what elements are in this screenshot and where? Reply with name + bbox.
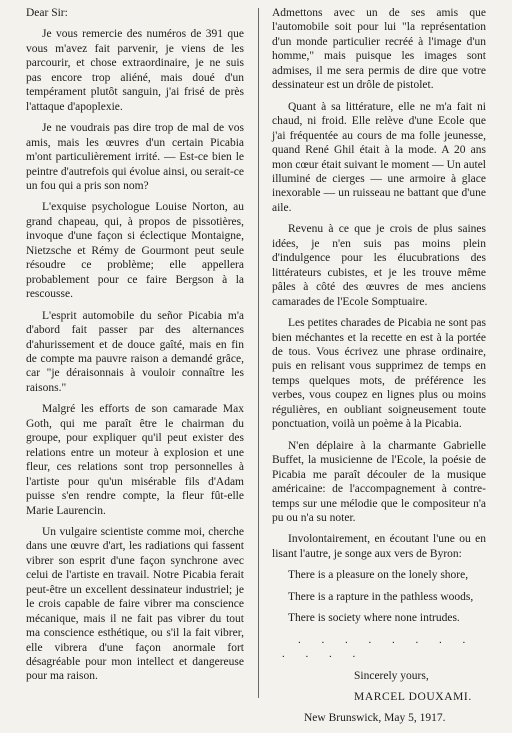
paragraph: Malgré les efforts de son camarade Max Goth, qui me paraît être le chairman du groupe, pour expliquer qu'il peut exister des relations entre un moteur à explosion et une fleur, ces relations sont trop personnelles à l'artiste pour qu'un misérable fils d'Adam puisse s'en rendre compte, la fleur fût-elle Marie Laurencin. bbox=[26, 403, 244, 517]
paragraph: Les petites charades de Picabia ne sont pas bien méchantes et la recette en est à la portée de tous. Vous écrivez une phrase ordinaire, puis en relisant vous supprimez de temps en temps quelques mots, de préférence les verbes, vous coupez en lignes plus ou moins régulières, en oubliant soigneusement toute ponctuation, voilà un poème à la Picabia. bbox=[272, 317, 486, 431]
ellipsis-dots: . . . . . . . . . . . . bbox=[282, 633, 475, 661]
paragraph: Involontairement, en écoutant l'une ou en lisant l'autre, je songe aux vers de Byron: bbox=[272, 533, 486, 560]
paragraph: Revenu à ce que je crois de plus saines idées, je n'en suis pas moins plein d'indulgence pour les élucubrations des littérateurs cubistes, et je les trouve même pâles à côté des œuvres de mes anciens camarades de l'Ecole Somptuaire. bbox=[272, 223, 486, 308]
verse-line: There is a rapture in the pathless woods, bbox=[288, 590, 474, 603]
paragraph-continuation: Admettons avec un de ses amis que l'automobile soit pour lui "la représentation d'un monde particulier recréé à l'image d'un homme," mais puisque les images sont admises, il me sera permis de dire que votre dessinateur est un drôle de pistolet. bbox=[272, 7, 486, 92]
column-divider bbox=[258, 8, 259, 698]
signature: MARCEL DOUXAMI. bbox=[354, 691, 472, 704]
verse-line: There is society where none intrudes. bbox=[288, 612, 460, 625]
closing: Sincerely yours, bbox=[354, 669, 429, 682]
paragraph: Un vulgaire scientiste comme moi, cherche dans une œuvre d'art, les radiations qui fassent vibrer son esprit d'une façon synchrone avec celui de l'artiste en travail. Notre Picabia ferait peut-être un excellent dessinateur industriel; je le crois capable de faire vibrer ma conscience mécanique, mais il ne fait pas vibrer du tout ma conscience esthétique, ou s'il la fait vibrer, elle vibrera d'une façon anormale fort désagréable pour mon intellect et dangereuse pour ma raison. bbox=[26, 525, 244, 683]
left-column bbox=[26, 6, 244, 691]
paragraph: L'esprit automobile du señor Picabia m'a d'abord fait passer par des alternances d'ahurissement et de douce gaîté, mais en fin de compte ma pauvre raison a demandé grâce, car "je déraisonnais à vouloir connaître les raisons." bbox=[26, 309, 244, 394]
paragraph: Quant à sa littérature, elle ne m'a fait ni chaud, ni froid. Elle relève d'une Ecole que j'ai fréquentée au cours de ma folle jeunesse, quand René Ghil était à la mode. A 20 ans mon cœur était suivant le moment — Un autel illuminé de cierges — une armoire à glace inexorable — un ruisseau ne battant que d'une aile. bbox=[272, 100, 486, 214]
paragraph: N'en déplaire à la charmante Gabrielle Buffet, la musicienne de l'Ecole, la poésie de Picabia me paraît découler de la musique américaine: de l'accompagnement à contre-temps sur une mélodie que le compositeur n'a pu ou n'a su noter. bbox=[272, 439, 486, 524]
verse-line: There is a pleasure on the lonely shore, bbox=[288, 569, 469, 582]
salutation: Dear Sir: bbox=[26, 7, 68, 19]
paragraph: Je ne voudrais pas dire trop de mal de vos amis, mais les œuvres d'un certain Picabia m'ont particulièrement irrité. — Est-ce bien le peintre d'autrefois qui évolue ainsi, ou serait-ce un fou qui a pris son nom? bbox=[26, 122, 244, 192]
place-date: New Brunswick, May 5, 1917. bbox=[304, 712, 446, 725]
right-column bbox=[272, 6, 486, 733]
paragraph: Je vous remercie des numéros de 391 que vous m'avez fait parvenir, je viens de les parcourir, et chose extraordinaire, je ne suis pas encore trop aliéné, mais doué d'un tempérament plutôt sanguin, j'ai frisé de près l'attaque d'apoplexie. bbox=[26, 28, 244, 113]
paragraph: L'exquise psychologue Louise Norton, au grand chapeau, qui, à propos de pissotières, invoque d'une façon si éclectique Montaigne, Nietzsche et Rémy de Gourmont peut seule résoudre ce problème; elle appellera probablement pour ce faire Bergson à la rescousse. bbox=[26, 201, 244, 301]
